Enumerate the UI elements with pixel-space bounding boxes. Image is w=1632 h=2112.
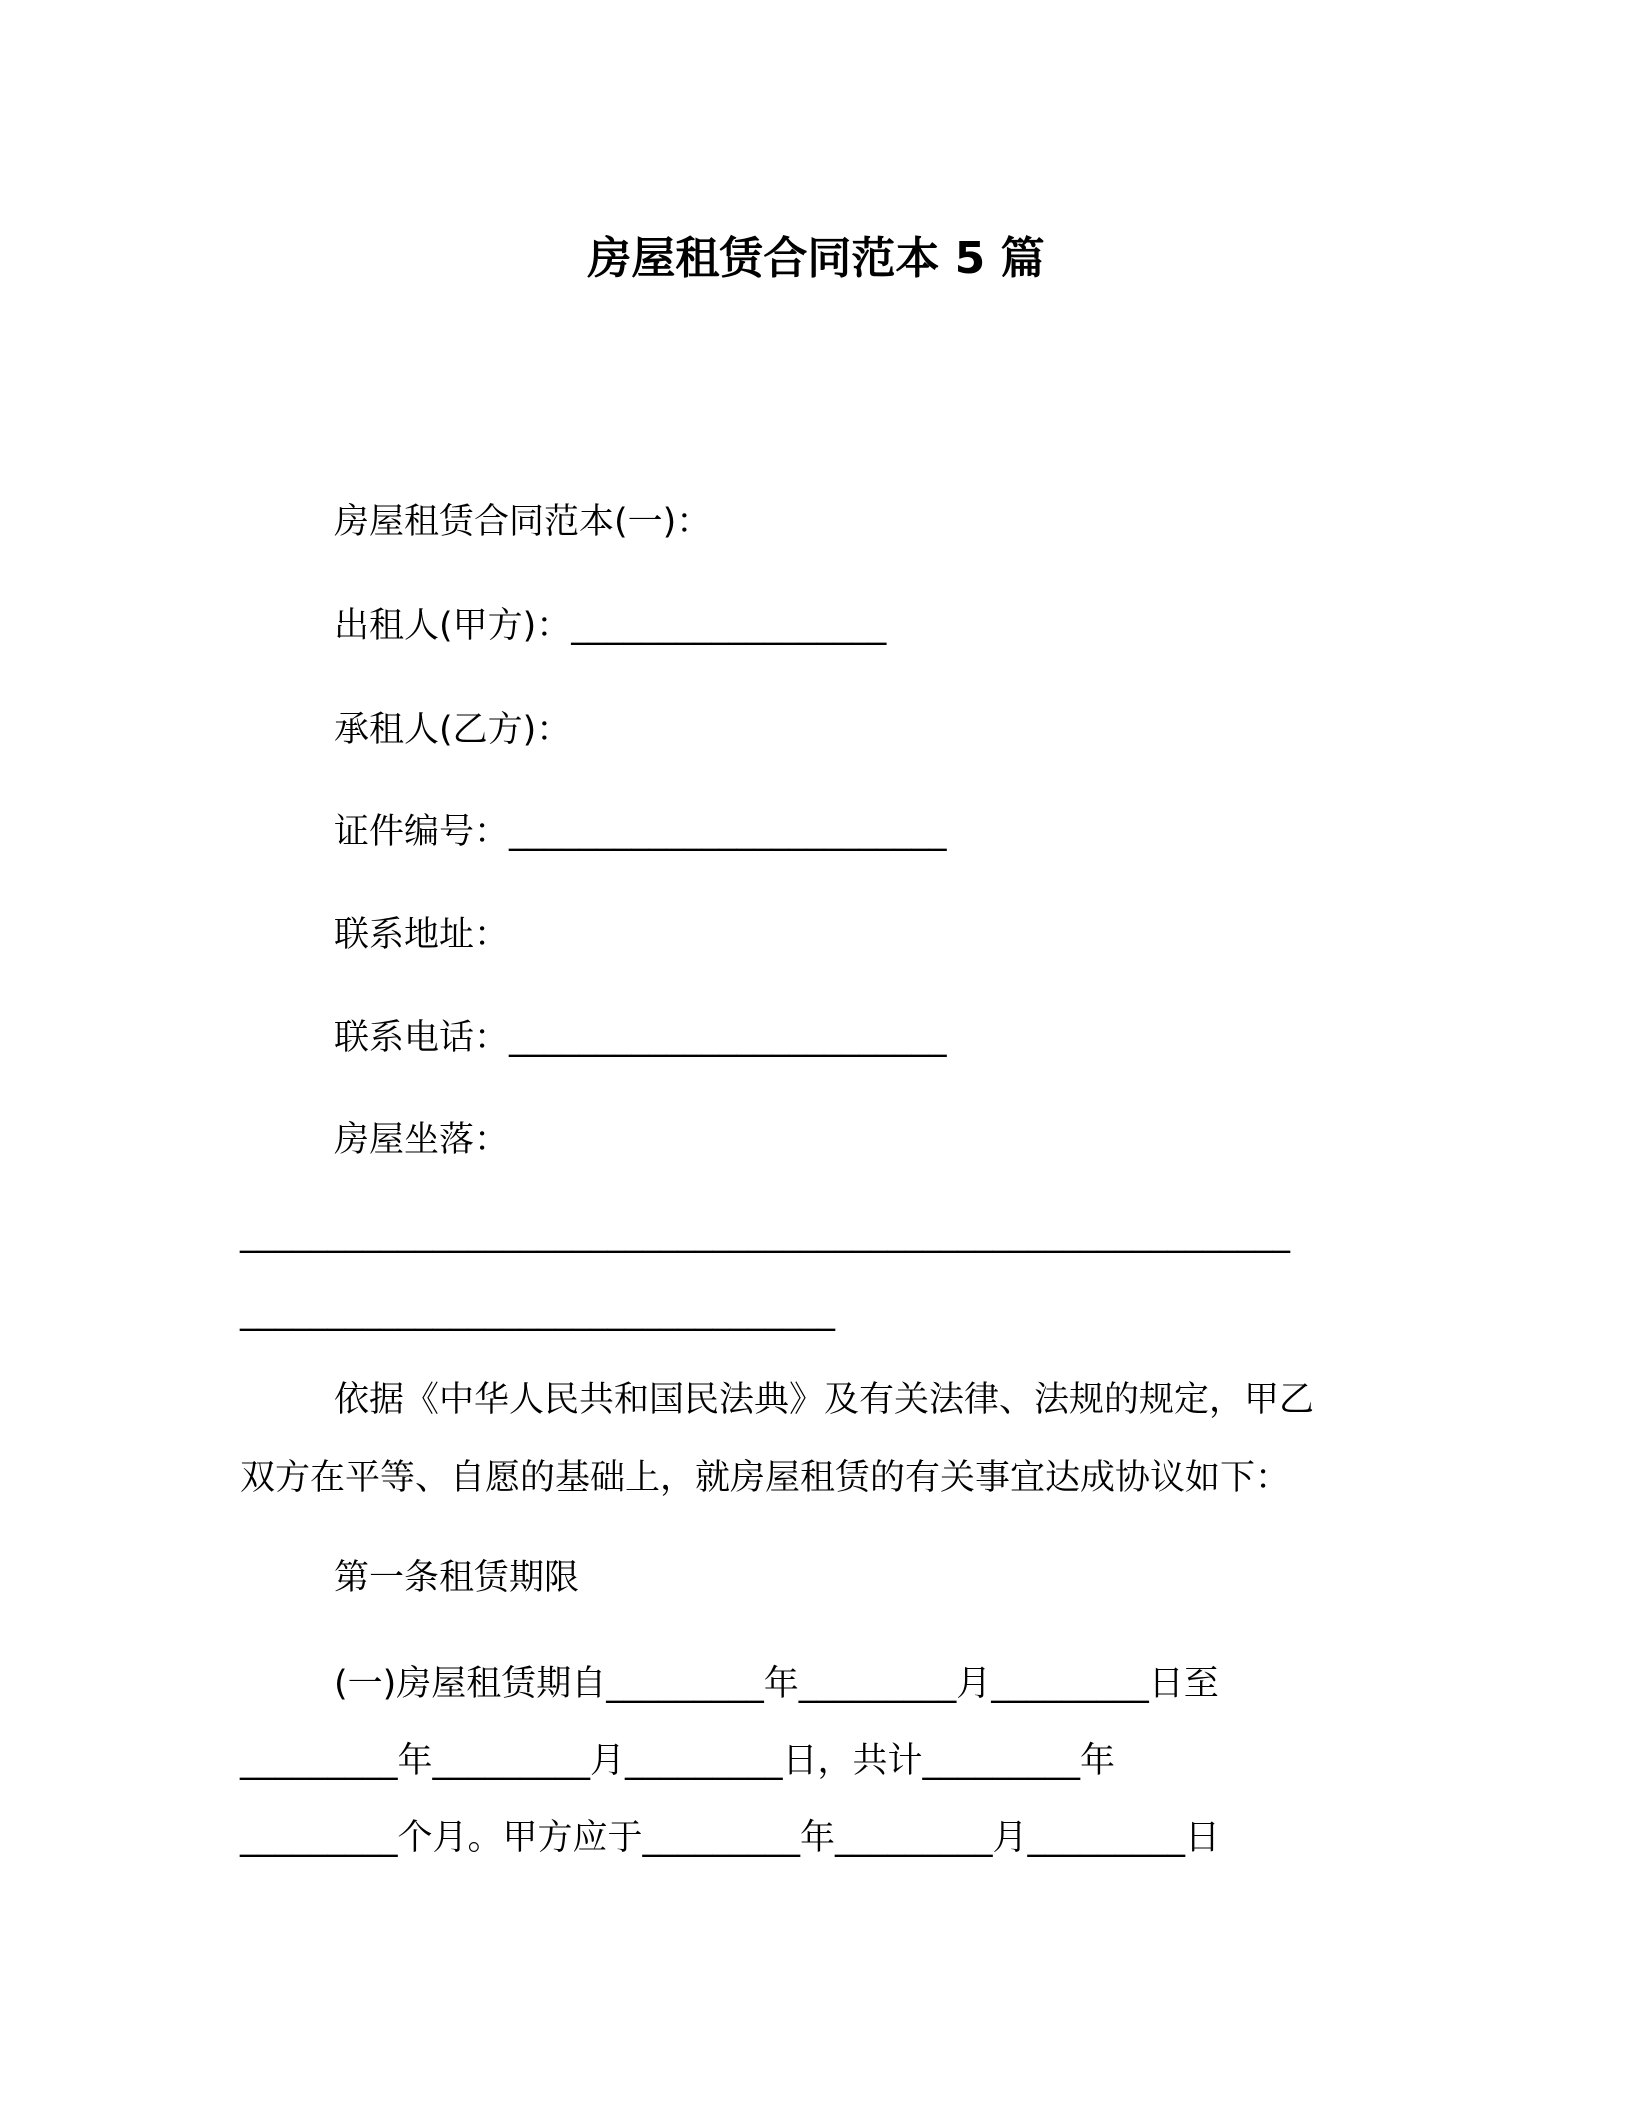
intro-paragraph-line-1: 依据《中华人民共和国民法典》及有关法律、法规的规定，甲乙 bbox=[334, 1380, 1315, 1420]
section-heading: 房屋租赁合同范本(一)： bbox=[334, 502, 712, 542]
id-number-line: 证件编号：_________________________ bbox=[334, 812, 947, 852]
location-line: 房屋坐落： bbox=[334, 1120, 510, 1160]
address-line: 联系地址： bbox=[334, 915, 510, 955]
term-line-1: (一)房屋租赁期自_________年_________月_________日至 bbox=[334, 1664, 1219, 1704]
document-title: 房屋租赁合同范本 5 篇 bbox=[587, 233, 1045, 284]
article-1-heading: 第一条租赁期限 bbox=[334, 1558, 580, 1598]
term-line-2: _________年_________月_________日，共计_________年 bbox=[240, 1741, 1116, 1781]
lessor-line: 出租人(甲方)：__________________ bbox=[334, 606, 887, 646]
lessee-line: 承租人(乙方)： bbox=[334, 710, 572, 750]
term-line-3: _________个月。甲方应于_________年_________月_________日 bbox=[240, 1818, 1221, 1858]
phone-line: 联系电话：_________________________ bbox=[334, 1018, 947, 1058]
location-blank-2: __________________________________ bbox=[240, 1292, 835, 1332]
location-blank-1: ____________________________________________________________ bbox=[240, 1214, 1290, 1254]
intro-paragraph-line-2: 双方在平等、自愿的基础上，就房屋租赁的有关事宜达成协议如下： bbox=[240, 1458, 1291, 1498]
